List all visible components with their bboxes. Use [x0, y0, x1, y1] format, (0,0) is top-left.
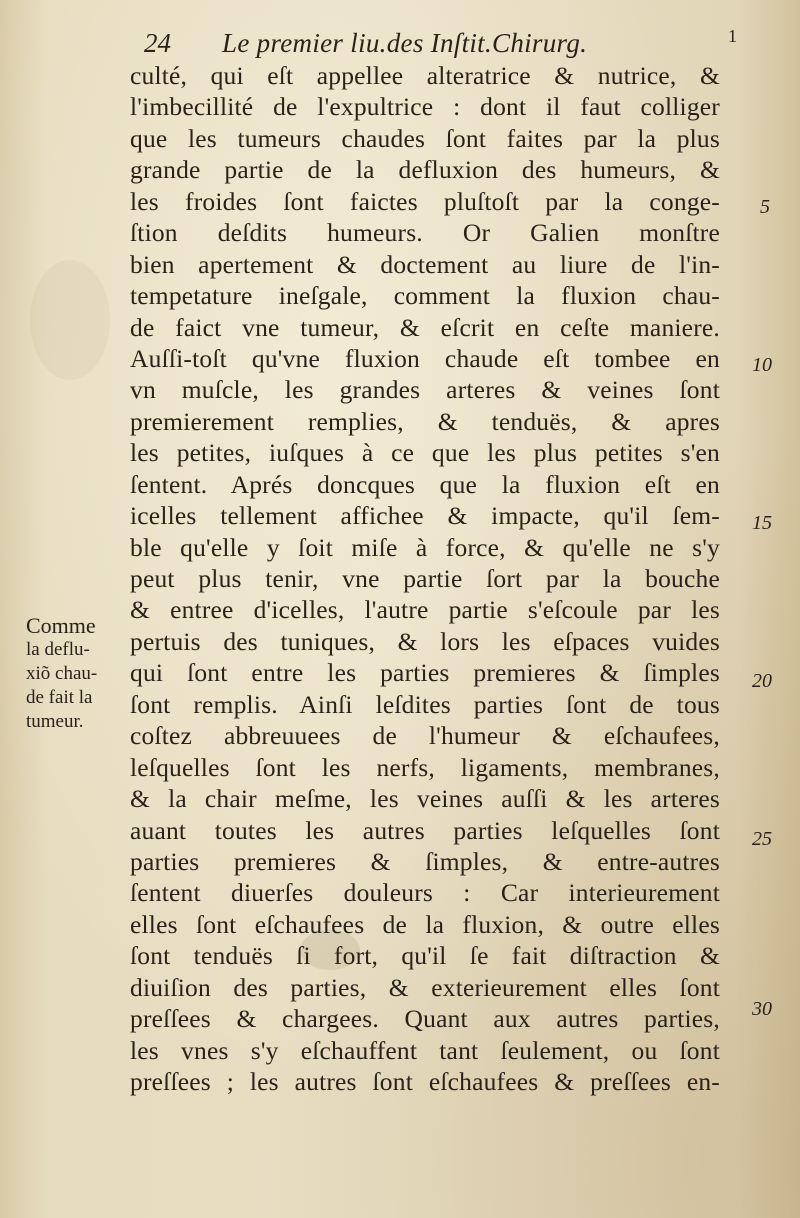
- line-number-30: 30: [752, 998, 772, 1020]
- text-line: & la chair meſme, les veines auſſi & les arteres: [130, 784, 720, 814]
- text-line: les petites, iuſques à ce que les plus petites s'en: [130, 438, 720, 468]
- text-line: premierement remplies, & tenduës, & apres: [130, 406, 720, 436]
- text-line: peut plus tenir, vne partie ſort par la bouche: [130, 564, 720, 593]
- line-number-25: 25: [752, 828, 772, 850]
- text-line: culté, qui eſt appellee alteratrice & nutrice, &: [130, 61, 720, 90]
- text-line: icelles tellement affichee & impacte, qu'il ſem-: [130, 501, 720, 531]
- text-line: que les tumeurs chaudes ſont faites par la plus: [130, 123, 720, 153]
- text-line: & entree d'icelles, l'autre partie s'eſcoule par les: [130, 595, 720, 625]
- text-line: ſont remplis. Ainſi leſdites parties ſont de tous: [130, 689, 720, 719]
- text-line: Auſſi-toſt qu'vne fluxion chaude eſt tombee en: [130, 343, 720, 373]
- margin-note-line: xiõ chau-: [26, 663, 98, 684]
- text-line: pertuis des tuniques, & lors les eſpaces vuides: [130, 626, 720, 656]
- text-line: diuiſion des parties, & exterieurement elles ſont: [130, 972, 720, 1002]
- text-line: de faict vne tumeur, & eſcrit en ceſte maniere.: [130, 312, 720, 342]
- text-line: tempetature ineſgale, comment la fluxion chau-: [130, 281, 720, 311]
- running-title: Le premier liu.des Inſtit.Chirurg.: [222, 28, 588, 58]
- line-number-10: 10: [752, 354, 772, 376]
- page-number: 24: [144, 28, 171, 58]
- text-line: qui ſont entre les parties premieres & ſimples: [130, 658, 720, 688]
- line-number-20: 20: [752, 670, 772, 692]
- text-line: les vnes s'y eſchauffent tant ſeulement, ou ſont: [130, 1035, 720, 1065]
- margin-note-line: Comme: [26, 613, 96, 638]
- text-line: ſentent diuerſes douleurs : Car interieurement: [130, 878, 720, 908]
- text-line: les froides ſont faictes pluſtoſt par la conge-: [130, 186, 720, 216]
- running-header: [140, 28, 740, 64]
- text-line: ſentent. Aprés doncques que la fluxion eſt en: [130, 469, 720, 499]
- text-line: ſtion deſdits humeurs. Or Galien monſtre: [130, 218, 720, 248]
- text-line: l'imbecillité de l'expultrice : dont il faut colliger: [130, 92, 720, 122]
- text-line: ble qu'elle y ſoit miſe à force, & qu'elle ne s'y: [130, 532, 720, 562]
- text-line: auant toutes les autres parties leſquelles ſont: [130, 815, 720, 845]
- text-line: preſſees & chargees. Quant aux autres parties,: [130, 1004, 720, 1034]
- text-line: coſtez abbreuuees de l'humeur & eſchaufees,: [130, 721, 720, 751]
- margin-note-line: la deflu-: [26, 639, 90, 660]
- line-number-5: 5: [760, 196, 770, 218]
- text-line: grande partie de la defluxion des humeurs, &: [130, 155, 720, 185]
- text-line: vn muſcle, les grandes arteres & veines ſont: [130, 375, 720, 405]
- corner-mark: 1: [728, 26, 737, 46]
- paper-stain: [30, 260, 110, 380]
- margin-note-line: tumeur.: [26, 711, 84, 732]
- text-line: elles ſont eſchaufees de la fluxion, & outre elles: [130, 909, 720, 939]
- text-line: preſſees ; les autres ſont eſchaufees & preſſees en-: [130, 1067, 720, 1096]
- margin-note: [26, 614, 126, 734]
- main-text-block: [130, 60, 720, 1097]
- text-line: parties premieres & ſimples, & entre-autres: [130, 846, 720, 876]
- text-line: bien apertement & doctement au liure de l'in-: [130, 249, 720, 279]
- text-line: ſont tenduës ſi fort, qu'il ſe fait diſtraction &: [130, 941, 720, 971]
- margin-note-line: de fait la: [26, 687, 93, 708]
- line-number-15: 15: [752, 512, 772, 534]
- text-line: leſquelles ſont les nerfs, ligaments, membranes,: [130, 752, 720, 782]
